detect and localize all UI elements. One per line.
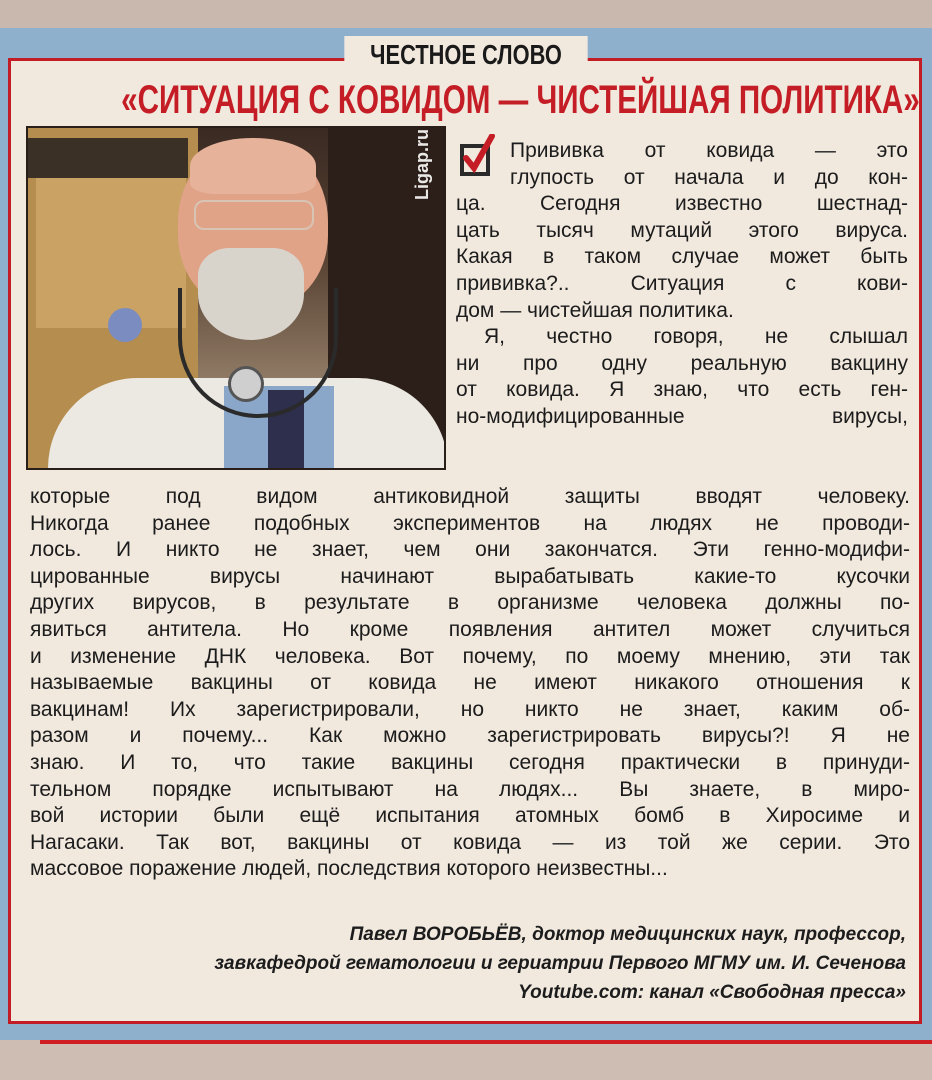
photo-bg-shelf [28, 138, 188, 178]
text-line: дом — чистейшая политика. [456, 298, 734, 322]
photo-bg-banner [36, 178, 186, 328]
text-line: Какая в таком случае может быть [456, 245, 908, 269]
author-signature [26, 920, 906, 1007]
text-line: ца. Сегодня известно шестнад- [456, 192, 908, 216]
text-line: Я, честно говоря, не слышал [484, 325, 908, 349]
text-line: и изменение ДНК человека. Вот почему, по моему мнению, эти так [30, 644, 910, 668]
signature-author-name: Павел ВОРОБЬЁВ, доктор медицинских наук, профессор, [349, 924, 906, 945]
photo-watermark: Ligap.ru [412, 129, 432, 200]
text-line: тельном порядке испытывают на людях... Вы знаете, в миро- [30, 777, 910, 801]
text-line: от ковида. Я знаю, что есть ген- [456, 378, 908, 402]
bottom-strip [0, 1040, 932, 1080]
text-line: прививка?.. Ситуация с кови- [456, 271, 908, 295]
text-line: лось. И никто не знает, чем они закончатся. Эти генно-модифи- [30, 538, 910, 562]
bottom-red-line [40, 1040, 932, 1044]
text-line: Нагасаки. Так вот, вакцины от ковида — из той же серии. Это [30, 830, 910, 854]
article-column-text [456, 138, 908, 431]
signature-source: Youtube.com: канал «Свободная пресса» [518, 982, 906, 1003]
rubric-label: ЧЕСТНОЕ СЛОВО [344, 36, 587, 74]
text-line: называемые вакцины от ковида не имеют никакого отношения к [30, 671, 910, 695]
photo-forehead [190, 138, 316, 194]
text-line: которые под видом антиковидной защиты вводят человеку. [30, 485, 910, 508]
text-line: вой истории были ещё испытания атомных бомб в Хиросиме и [30, 804, 910, 828]
text-line: ни про одну реальную вакцину [456, 351, 908, 375]
text-line: глупость от начала и до кон- [510, 165, 908, 189]
article-body-text [30, 484, 910, 883]
text-line: массовое поражение людей, последствия которого неизвестны... [30, 857, 668, 881]
text-line: цированные вирусы начинают вырабатывать какие-то кусочки [30, 564, 910, 588]
author-photo [26, 126, 446, 470]
signature-affiliation: завкафедрой гематологии и гериатрии Первого МГМУ им. И. Сеченова [214, 953, 906, 974]
text-line: разом и почему... Как можно зарегистрировать вирусы?! Я не [30, 724, 910, 748]
text-line: других вирусов, в результате в организме человека должны по- [30, 591, 910, 615]
text-line: знаю. И то, что такие вакцины сегодня практически в принуди- [30, 750, 910, 774]
photo-glasses [194, 200, 314, 230]
text-line: цать тысяч мутаций этого вируса. [456, 218, 908, 242]
article-headline: «СИТУАЦИЯ С КОВИДОМ — ЧИСТЕЙШАЯ ПОЛИТИКА» [121, 78, 920, 122]
photo-stethoscope-disc [228, 366, 264, 402]
text-line: явиться антитела. Но кроме появления антител может случиться [30, 617, 910, 641]
text-line: но-модифицированные вирусы, [456, 404, 908, 428]
text-line: Никогда ранее подобных экспериментов на людях не проводи- [30, 511, 910, 535]
text-line: вакцинам! Их зарегистрировали, но никто не знает, каким об- [30, 697, 910, 721]
photo-bg-emblem [108, 308, 142, 342]
text-line: Прививка от ковида — это [510, 139, 908, 162]
